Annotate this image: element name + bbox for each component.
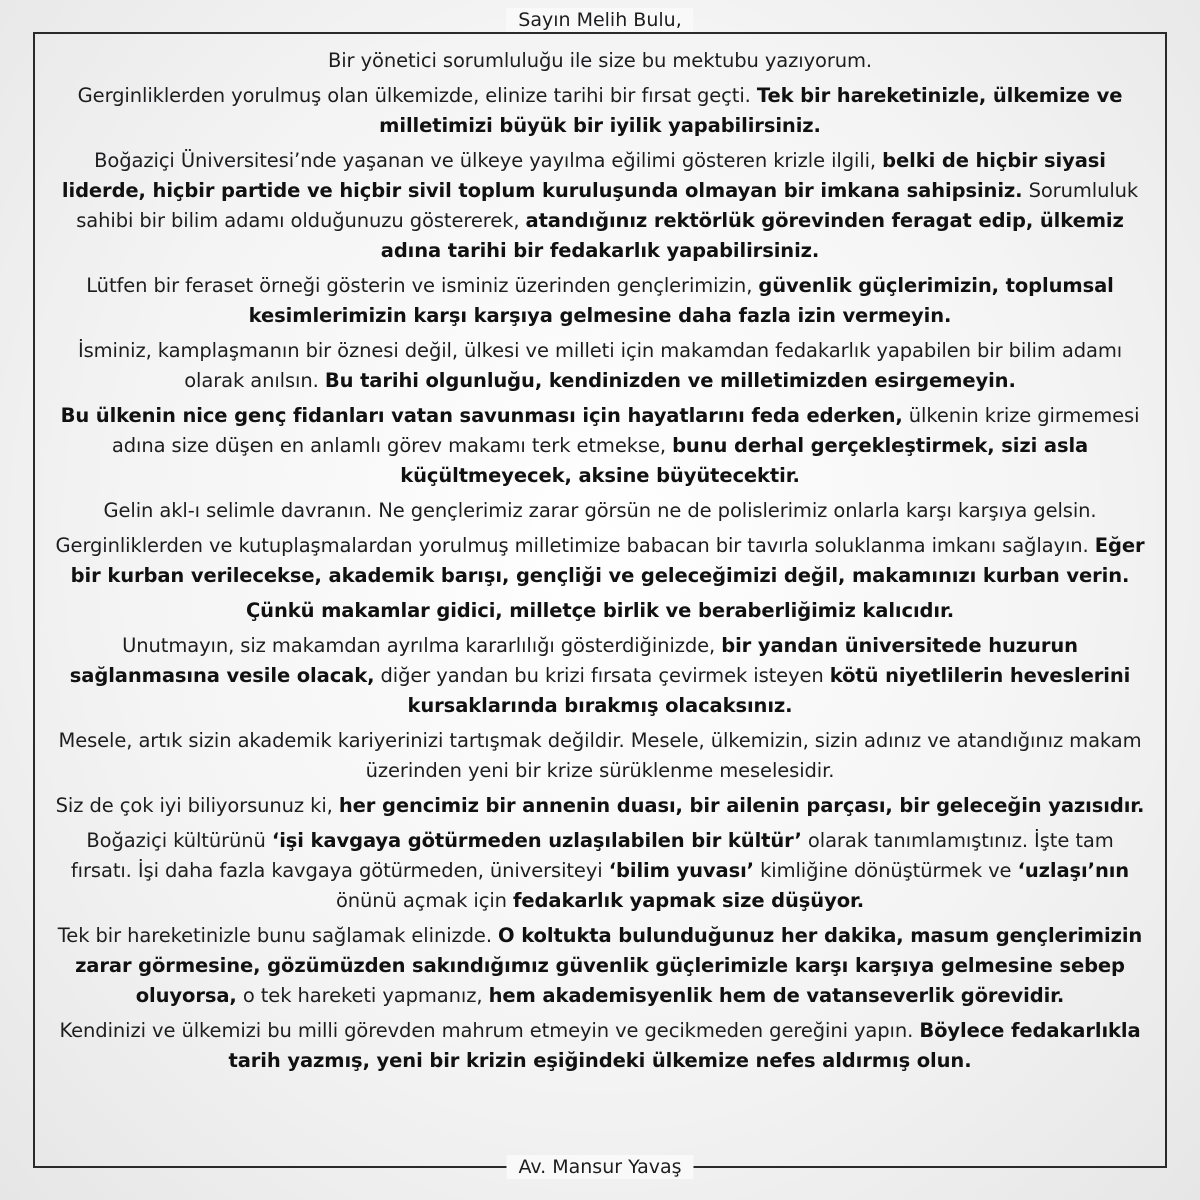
text-segment: kimliğine dönüştürmek ve xyxy=(753,859,1018,882)
bold-segment: bir yandan üniversitede huzurun sağlanmasına vesile olacak, xyxy=(69,634,1078,687)
paragraph-3 xyxy=(55,146,1145,266)
letter-body xyxy=(55,46,1145,1081)
salutation: Sayın Melih Bulu, xyxy=(506,8,693,32)
text-segment: Siz de çok iyi biliyorsunuz ki, xyxy=(55,794,339,817)
bold-segment: Tek bir hareketinizle, ülkemize ve milletimizi büyük bir iyilik yapabilirsiniz. xyxy=(379,84,1123,137)
paragraph-14 xyxy=(55,921,1145,1011)
bold-segment: bunu derhal gerçekleştirmek, sizi asla küçültmeyecek, aksine büyütecektir. xyxy=(400,434,1089,487)
paragraph-15 xyxy=(55,1016,1145,1076)
paragraph-8 xyxy=(55,531,1145,591)
text-segment: Tek bir hareketinizle bunu sağlamak elinizde. xyxy=(57,924,499,947)
bold-segment: O koltukta bulunduğunuz her dakika, masum gençlerimizin zarar görmesine, gözümüzden sakındığımız güvenlik güçlerimizle karşı karşıya gelmesine sebep oluyorsa, xyxy=(75,924,1143,1007)
paragraph-6 xyxy=(55,401,1145,491)
text-segment: Boğaziçi Üniversitesi’nde yaşanan ve ülkeye yayılma eğilimi gösteren krizle ilgili, xyxy=(94,149,883,172)
text-segment: diğer yandan bu krizi fırsata çevirmek isteyen xyxy=(374,664,830,687)
bold-segment: Bu tarihi olgunluğu, kendinizden ve milletimizden esirgemeyin. xyxy=(324,369,1016,392)
text-segment: Boğaziçi kültürünü xyxy=(86,829,272,852)
text-segment: olarak tanımlamıştınız. İşte tam fırsatı. İşi daha fazla kavgaya götürmeden, üniversiteyi xyxy=(70,829,1114,882)
paragraph-1 xyxy=(55,46,1145,76)
paragraph-7 xyxy=(55,496,1145,526)
bold-segment: her gencimiz bir annenin duası, bir ailenin parçası, bir geleceğin yazısıdır. xyxy=(338,794,1145,817)
bold-segment: ‘bilim yuvası’ xyxy=(608,859,754,882)
bold-segment: Bu ülkenin nice genç fidanları vatan savunması için hayatlarını feda ederken, xyxy=(60,404,903,427)
text-segment: ülkenin krize girmemesi adına size düşen en anlamlı görev makamı terk etmekse, xyxy=(111,404,1140,457)
paragraph-2 xyxy=(55,81,1145,141)
bold-segment: Böylece fedakarlıkla tarih yazmış, yeni bir krizin eşiğindeki ülkemize nefes aldırmış olun. xyxy=(228,1019,1141,1072)
paragraph-4 xyxy=(55,271,1145,331)
paragraph-13 xyxy=(55,826,1145,916)
text-segment: Gerginliklerden ve kutuplaşmalardan yorulmuş milletimize babacan bir tavırla soluklanma imkanı sağlayın. xyxy=(55,534,1095,557)
paragraph-12 xyxy=(55,791,1145,821)
bold-segment: güvenlik güçlerimizin, toplumsal kesimlerimizin karşı karşıya gelmesine daha fazla izin vermeyin. xyxy=(248,274,1114,327)
paragraph-9 xyxy=(55,596,1145,626)
text-segment: Mesele, artık sizin akademik kariyerinizi tartışmak değildir. Mesele, ülkemizin, sizin adınız ve atandığınız makam üzerinden yeni bir krize sürüklenme meselesidir. xyxy=(58,729,1142,782)
text-segment: Gelin akl-ı selimle davranın. Ne gençlerimiz zarar görsün ne de polislerimiz onlarla karşı karşıya gelsin. xyxy=(103,499,1097,522)
text-segment: İsminiz, kamplaşmanın bir öznesi değil, ülkesi ve milleti için makamdan fedakarlık yapabilen bir bilim adamı olarak anılsın. xyxy=(77,339,1123,392)
signature: Av. Mansur Yavaş xyxy=(506,1155,693,1179)
paragraph-11 xyxy=(55,726,1145,786)
bold-segment: belki de hiçbir siyasi liderde, hiçbir partide ve hiçbir sivil toplum kuruluşunda olmayan bir imkana sahipsiniz. xyxy=(61,149,1106,202)
paragraph-5 xyxy=(55,336,1145,396)
bold-segment: Çünkü makamlar gidici, milletçe birlik ve beraberliğimiz kalıcıdır. xyxy=(245,599,955,622)
text-segment: Sorumluluk sahibi bir bilim adamı olduğunuzu göstererek, xyxy=(76,179,1139,232)
text-segment: Lütfen bir feraset örneği gösterin ve isminiz üzerinden gençlerimizin, xyxy=(86,274,759,297)
bold-segment: Eğer bir kurban verilecekse, akademik barışı, gençliği ve geleceğimizi değil, makamınızı kurban verin. xyxy=(70,534,1145,587)
text-segment: o tek hareketi yapmanız, xyxy=(236,984,489,1007)
text-segment: Bir yönetici sorumluluğu ile size bu mektubu yazıyorum. xyxy=(327,49,873,72)
bold-segment: hem akademisyenlik hem de vatanseverlik görevidir. xyxy=(488,984,1065,1007)
bold-segment: kötü niyetlilerin heveslerini kursaklarında bırakmış olacaksınız. xyxy=(407,664,1131,717)
text-segment: önünü açmak için xyxy=(335,889,514,912)
text-segment: Gerginliklerden yorulmuş olan ülkemizde, elinize tarihi bir fırsat geçti. xyxy=(77,84,757,107)
bold-segment: ‘işi kavgaya götürmeden uzlaşılabilen bir kültür’ xyxy=(271,829,802,852)
bold-segment: fedakarlık yapmak size düşüyor. xyxy=(513,889,865,912)
bold-segment: atandığınız rektörlük görevinden feragat edip, ülkemiz adına tarihi bir fedakarlık yapabilirsiniz. xyxy=(380,209,1124,262)
bold-segment: ‘uzlaşı’nın xyxy=(1017,859,1130,882)
text-segment: Kendinizi ve ülkemizi bu milli görevden mahrum etmeyin ve gecikmeden gereğini yapın. xyxy=(59,1019,920,1042)
text-segment: Unutmayın, siz makamdan ayrılma kararlılığı gösterdiğinizde, xyxy=(122,634,722,657)
paragraph-10 xyxy=(55,631,1145,721)
